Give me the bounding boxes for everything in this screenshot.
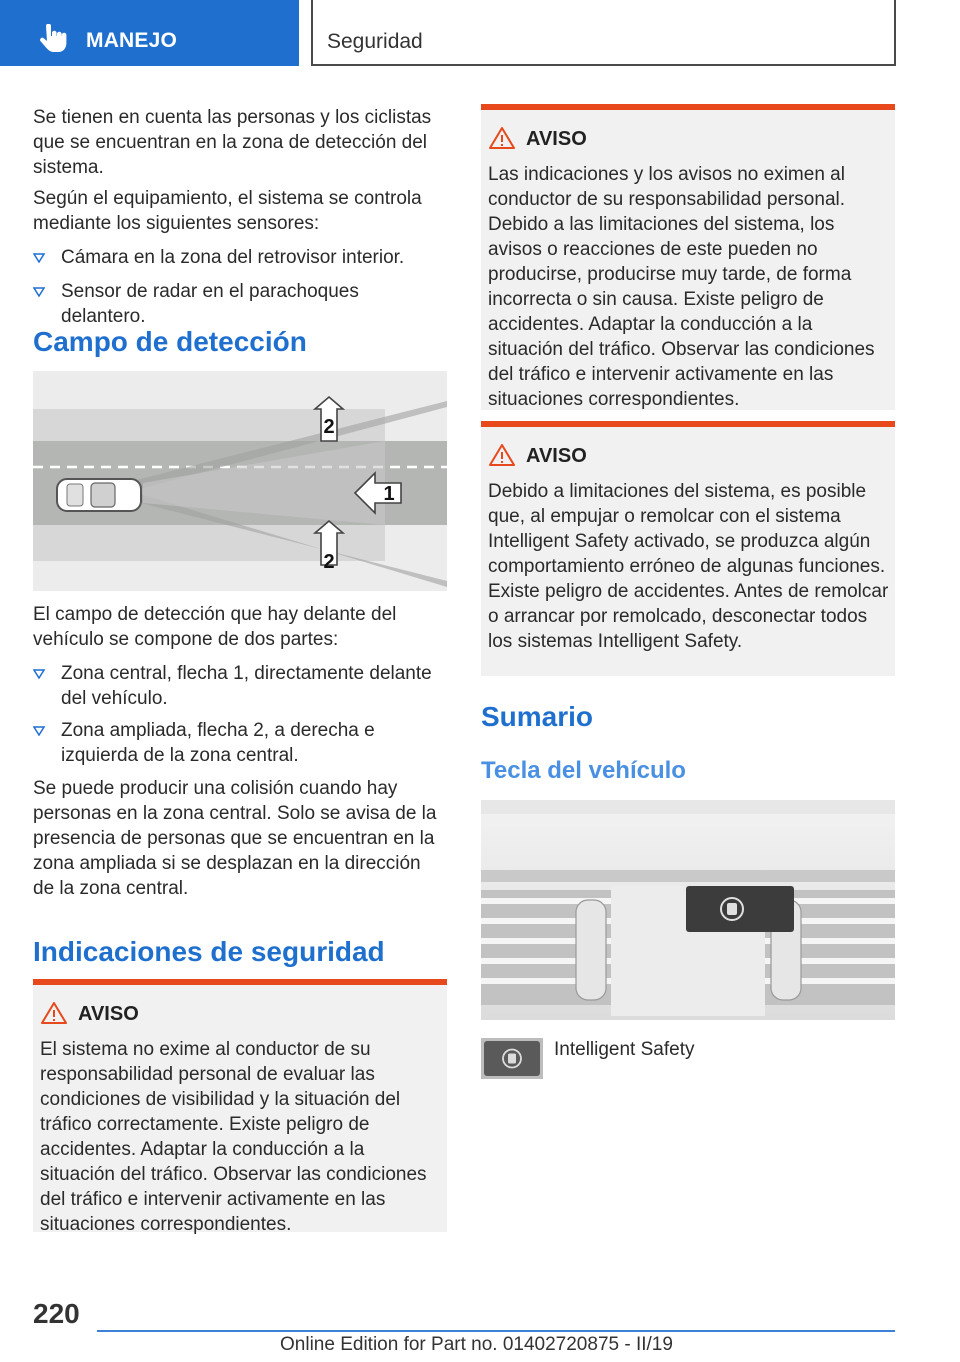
detection-field-figure (33, 371, 447, 591)
hand-pointer-icon (36, 24, 68, 54)
chapter-tab[interactable] (0, 0, 299, 66)
list-item-text: Zona ampliada, flecha 2, a derecha e izquierda de la zona central. (61, 720, 375, 766)
list-item-text: Cámara en la zona del retrovisor interior. (61, 247, 405, 268)
page-number: 220 (33, 1298, 80, 1329)
heading-indicaciones: Indicaciones de seguridad (33, 936, 385, 967)
heading-sumario: Sumario (481, 701, 594, 732)
section-header (311, 0, 896, 66)
warning-bar (33, 979, 447, 985)
figure-label-2-top: 2 (323, 416, 335, 438)
warning-title: AVISO (78, 1003, 139, 1025)
list-item-text: Sensor de radar en el parachoques delantero. (61, 281, 359, 327)
warning-bar (481, 104, 895, 110)
vehicle-icon (57, 479, 141, 511)
intelligent-safety-button[interactable] (686, 886, 794, 932)
triangle-bullet-icon (33, 253, 45, 263)
warning-box (481, 421, 895, 676)
campo-note: Se puede producir una colisión cuando hay personas en la zona central. Solo se avisa de la presencia de personas que se encuentran en la zona ampliada si se desplazan en la dirección de la zona central. (33, 778, 437, 899)
warning-body: El sistema no exime al conductor de su responsabilidad personal de evaluar las condiciones de visibilidad y la situación del tráfico correctamente. Existe peligro de accidentes. Adaptar la conducción a la situación del tráfico. Observar las condiciones del tráfico e intervenir activamente en las situaciones correspondientes. (40, 1039, 427, 1235)
footer-edition: Online Edition for Part no. 01402720875 - II/19 (280, 1334, 673, 1355)
dashboard-button-figure (481, 800, 895, 1020)
footer-divider (97, 1330, 895, 1332)
warning-triangle-icon (489, 126, 515, 150)
warning-triangle-icon (489, 443, 515, 467)
intro-paragraph-1: Se tienen en cuenta las personas y los ciclistas que se encuentran en la zona de detección del sistema. (33, 107, 432, 178)
warning-triangle-icon (41, 1001, 67, 1025)
warning-box (33, 979, 447, 1235)
warning-body: Las indicaciones y los avisos no eximen al conductor de su responsabilidad personal. Debido a las limitaciones del sistema, los avisos o reacciones de este pueden no producirse, producirse muy tarde, de forma incorrecta o sin causa. Existe peligro de accidentes. Adaptar la conducción a la situación del tráfico. Observar las condiciones del tráfico e intervenir activamente en las situaciones correspondientes. (488, 164, 875, 410)
triangle-bullet-icon (33, 287, 45, 297)
chapter-label: MANEJO (86, 29, 178, 52)
warning-box (481, 104, 895, 410)
warning-body: Debido a limitaciones del sistema, es posible que, al empujar o remolcar con el sistema Intelligent Safety activado, se produzca algún comportamiento erróneo de algunas funciones. Existe peligro de accidentes. Antes de remolcar o arrancar por remolcado, desconectar todos los sistemas Intelligent Safety. (488, 481, 889, 652)
intelligent-safety-button-icon (481, 1038, 543, 1079)
button-label: Intelligent Safety (554, 1039, 695, 1060)
heading-tecla-vehiculo: Tecla del vehículo (481, 757, 686, 784)
heading-campo-deteccion: Campo de detección (33, 326, 307, 357)
section-title: Seguridad (327, 30, 423, 53)
list-item-text: Zona central, flecha 1, directamente delante del vehículo. (61, 663, 432, 709)
figure-label-1: 1 (383, 483, 395, 505)
warning-title: AVISO (526, 128, 587, 150)
triangle-bullet-icon (33, 726, 45, 736)
warning-bar (481, 421, 895, 427)
air-vent-left (481, 890, 611, 1005)
figure-label-2-bottom: 2 (323, 551, 335, 573)
campo-description: El campo de detección que hay delante del vehículo se compone de dos partes: (33, 604, 397, 650)
warning-title: AVISO (526, 445, 587, 467)
triangle-bullet-icon (33, 669, 45, 679)
intro-paragraph-2: Según el equipamiento, el sistema se controla mediante los siguientes sensores: (33, 188, 422, 234)
